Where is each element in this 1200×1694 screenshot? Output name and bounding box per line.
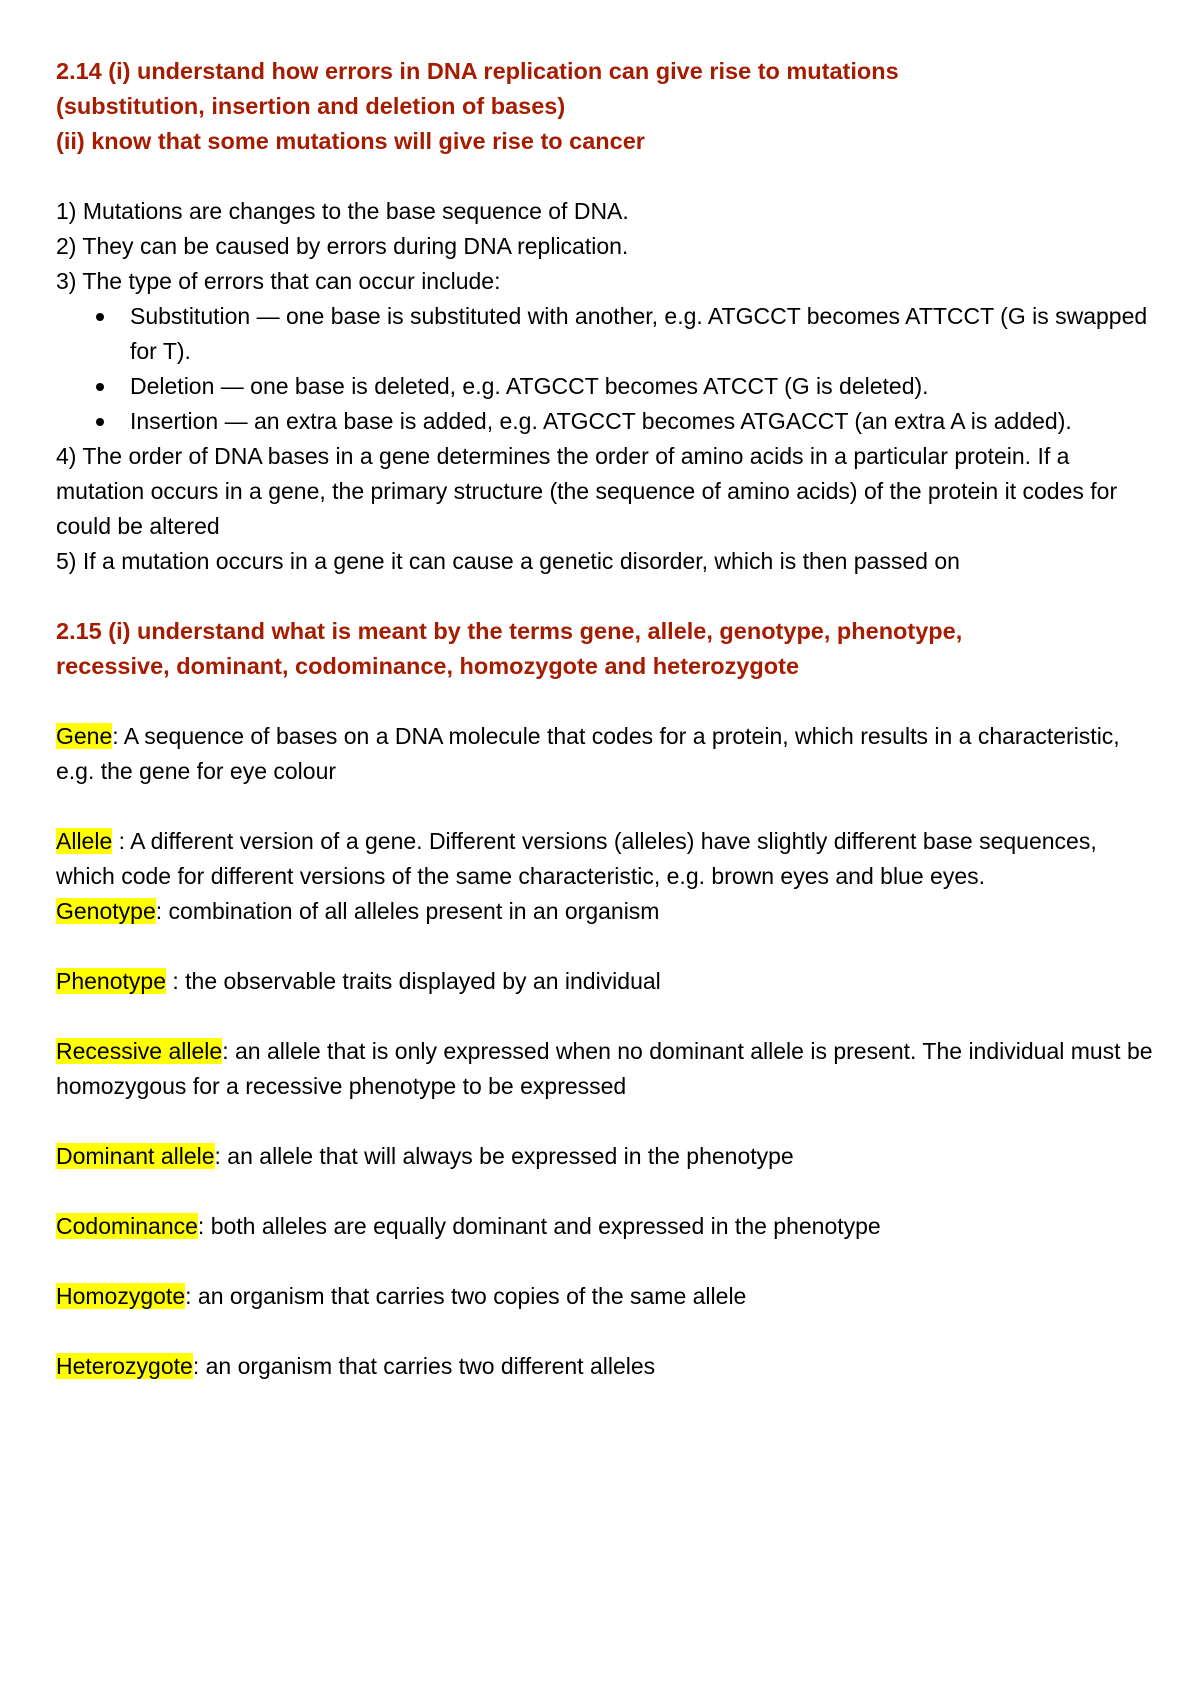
term-genotype: Genotype — [56, 898, 156, 924]
spacer — [56, 159, 1156, 194]
definition-text: : A sequence of bases on a DNA molecule that codes for a protein, which results in a characteristic, e.g. the gene for eye colour — [56, 723, 1120, 784]
term-recessive-allele: Recessive allele — [56, 1038, 223, 1064]
section-214-heading-line2: (substitution, insertion and deletion of bases) — [56, 93, 566, 119]
bullet-text-insertion: Insertion — an extra base is added, e.g. ATGCCT becomes ATGACCT (an extra A is added). — [130, 408, 1072, 434]
term-dominant-allele: Dominant allele — [56, 1143, 215, 1169]
section-214-heading-line3: (ii) know that some mutations will give rise to cancer — [56, 128, 645, 154]
definition-text: : A different version of a gene. Different versions (alleles) have slightly different base sequences, which code for different versions of the same characteristic, e.g. brown eyes and blue eyes. — [56, 828, 1097, 889]
term-gene: Gene — [56, 723, 113, 749]
definition-text: : an allele that will always be expressed in the phenotype — [214, 1143, 794, 1169]
mutation-point-5: 5) If a mutation occurs in a gene it can cause a genetic disorder, which is then passed on — [56, 548, 960, 574]
definition-text: : the observable traits displayed by an individual — [165, 968, 661, 994]
bullet-text-deletion: Deletion — one base is deleted, e.g. ATGCCT becomes ATCCT (G is deleted). — [130, 373, 929, 399]
list-item — [56, 369, 1156, 404]
term-phenotype: Phenotype — [56, 968, 166, 994]
list-item — [56, 404, 1156, 439]
bullet-icon — [96, 418, 104, 426]
error-types-list — [56, 299, 1156, 439]
list-item — [56, 299, 1156, 369]
definition-genotype — [56, 894, 1156, 929]
mutation-point-4: 4) The order of DNA bases in a gene determines the order of amino acids in a particular protein. If a mutation occurs in a gene, the primary structure (the sequence of amino acids) of the protein it codes for could be altered — [56, 443, 1118, 539]
bullet-icon — [96, 313, 104, 321]
bullet-text-substitution: Substitution — one base is substituted with another, e.g. ATGCCT becomes ATTCCT (G is swapped for T). — [130, 303, 1148, 364]
bullet-icon — [96, 383, 104, 391]
spacer — [56, 1314, 1156, 1349]
definition-homozygote — [56, 1279, 1156, 1314]
definition-gene — [56, 719, 1156, 789]
definition-dominant-allele — [56, 1139, 1156, 1174]
definition-phenotype — [56, 964, 1156, 999]
section-214-heading-line1: 2.14 (i) understand how errors in DNA replication can give rise to mutations — [56, 58, 899, 84]
spacer — [56, 929, 1156, 964]
document-page — [56, 54, 1156, 1384]
definition-allele — [56, 824, 1156, 894]
spacer — [56, 579, 1156, 614]
mutation-point-2: 2) They can be caused by errors during DNA replication. — [56, 233, 629, 259]
term-allele: Allele — [56, 828, 113, 854]
section-215-heading-line1: 2.15 (i) understand what is meant by the terms gene, allele, genotype, phenotype, — [56, 618, 963, 644]
definition-text: : an allele that is only expressed when no dominant allele is present. The individual must be homozygous for a recessive phenotype to be expressed — [56, 1038, 1153, 1099]
mutation-point-1: 1) Mutations are changes to the base sequence of DNA. — [56, 198, 629, 224]
spacer — [56, 1174, 1156, 1209]
spacer — [56, 684, 1156, 719]
term-heterozygote: Heterozygote — [56, 1353, 193, 1379]
spacer — [56, 1244, 1156, 1279]
section-215-heading-line2: recessive, dominant, codominance, homozygote and heterozygote — [56, 653, 800, 679]
term-codominance: Codominance — [56, 1213, 198, 1239]
spacer — [56, 789, 1156, 824]
definition-codominance — [56, 1209, 1156, 1244]
definition-heterozygote — [56, 1349, 1156, 1384]
definition-text: : combination of all alleles present in an organism — [155, 898, 660, 924]
definition-text: : an organism that carries two different alleles — [192, 1353, 656, 1379]
mutation-point-3: 3) The type of errors that can occur include: — [56, 268, 501, 294]
definition-text: : an organism that carries two copies of the same allele — [185, 1283, 747, 1309]
spacer — [56, 1104, 1156, 1139]
definition-text: : both alleles are equally dominant and expressed in the phenotype — [197, 1213, 881, 1239]
spacer — [56, 999, 1156, 1034]
term-homozygote: Homozygote — [56, 1283, 186, 1309]
definition-recessive-allele — [56, 1034, 1156, 1104]
